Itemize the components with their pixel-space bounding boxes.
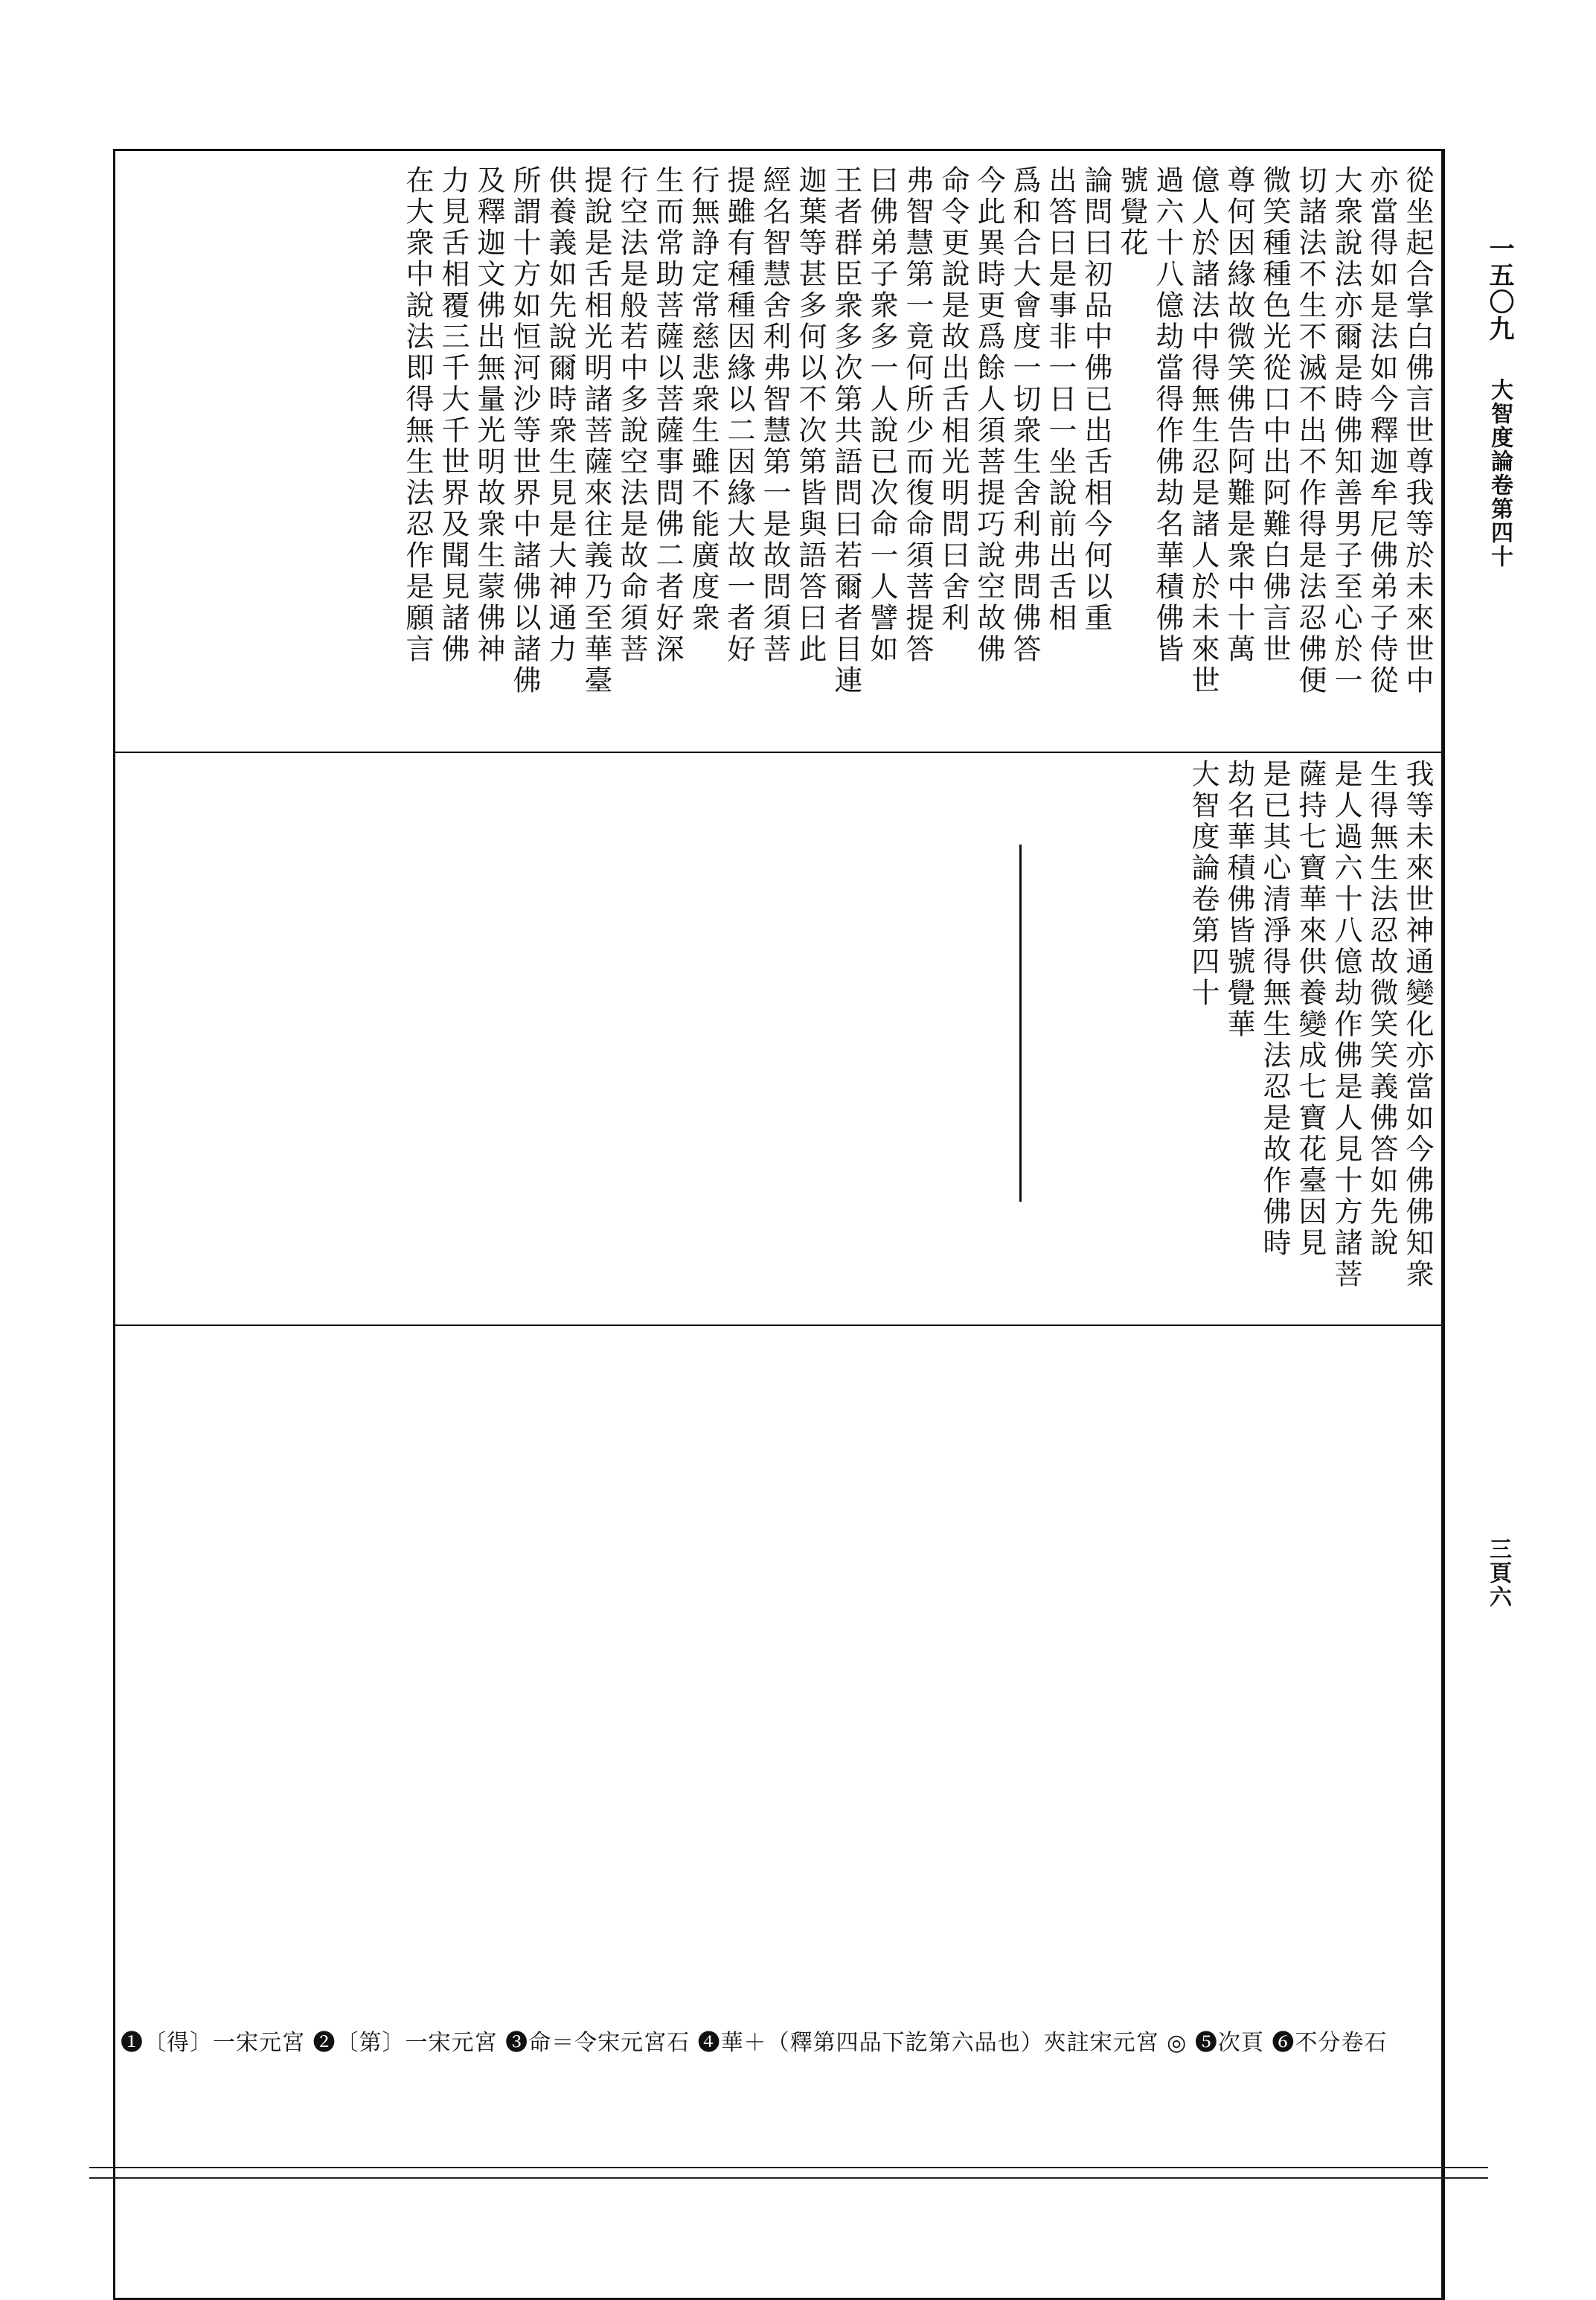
text-column: 我等未來世神通變化亦當如今佛佛知衆 bbox=[1401, 759, 1434, 1290]
text-column: 生得無生法忍故微笑笑義佛答如先說 bbox=[1365, 759, 1398, 1259]
text-column: 過六十八億劫當得作佛劫名華積佛皆 bbox=[1151, 165, 1184, 665]
text-column: 億人於諸法中得無生忍是諸人於未來世 bbox=[1187, 165, 1220, 696]
text-column: 切諸法不生不滅不出不作得是法忍佛便 bbox=[1294, 165, 1327, 696]
text-column: 命令更說是故出舌相光明問曰舍利 bbox=[937, 165, 970, 634]
footnotes: ❶〔得〕一宋元宮 ❷〔第〕一宋元宮 ❸命＝令宋元宮石 ❹華＋（釋第四品下訖第六品也）夾註宋元宮 ◎ ❺次頁 ❻不分卷石 bbox=[121, 2030, 1388, 2056]
text-column: 提說是舌相光明諸菩薩來往義乃至華臺 bbox=[580, 165, 612, 696]
text-column: 出答曰是事非一日一坐說前出舌相 bbox=[1044, 165, 1077, 634]
text-column: 經名智慧舍利弗智慧第一是故問須菩 bbox=[758, 165, 791, 665]
text-column: 王者群臣衆多次第共語問曰若爾者目連 bbox=[830, 165, 862, 696]
text-column: 從坐起合掌白佛言世尊我等於未來世中 bbox=[1401, 165, 1434, 696]
text-column: 是已其心清淨得無生法忍是故作佛時 bbox=[1258, 759, 1291, 1259]
text-column: 亦當得如是法如今釋迦牟尼佛弟子侍從 bbox=[1365, 165, 1398, 696]
text-column: 迦葉等甚多何以不次第皆與語答曰此 bbox=[794, 165, 827, 665]
page-number: 一五〇九 bbox=[1484, 235, 1514, 342]
text-column: 爲和合大會度一切衆生舍利弗問佛答 bbox=[1008, 165, 1041, 665]
text-column: 曰佛弟子衆多一人說已次命一人譬如 bbox=[865, 165, 898, 665]
text-column: 生而常助菩薩以菩薩事問佛二者好深 bbox=[651, 165, 684, 665]
fascicle-rule bbox=[1019, 845, 1022, 1202]
text-column: 行無諍定常慈悲衆生雖不能廣度衆 bbox=[687, 165, 720, 634]
side-mark: 三頁六 bbox=[1485, 1537, 1511, 1609]
bottom-rule-1 bbox=[89, 2167, 1488, 2168]
panel-divider-lower bbox=[113, 1324, 1443, 1326]
text-column: 微笑種種色光從口中出阿難白佛言世 bbox=[1258, 165, 1291, 665]
text-column: 今此異時更爲餘人須菩提巧說空故佛 bbox=[972, 165, 1005, 665]
text-column: 行空法是般若中多說空法是故命須菩 bbox=[615, 165, 648, 665]
text-column: 弗智慧第一竟何所少而復命須菩提答 bbox=[901, 165, 934, 665]
text-column: 薩持七寶華來供養變成七寶花臺因見 bbox=[1294, 759, 1327, 1259]
text-column: 號覺花 bbox=[1115, 165, 1148, 259]
text-column: 劫名華積佛皆號覺華 bbox=[1222, 759, 1255, 1040]
bottom-rule-2 bbox=[89, 2177, 1488, 2179]
text-column: 及釋迦文佛出無量光明故衆生蒙佛神 bbox=[472, 165, 505, 665]
text-column: 提雖有種種因緣以二因緣大故一者好 bbox=[722, 165, 755, 665]
text-column: 論問曰初品中佛已出舌相今何以重 bbox=[1080, 165, 1112, 634]
running-title: 大智度論卷第四十 bbox=[1487, 378, 1513, 568]
text-column: 在大衆中說法即得無生法忍作是願言 bbox=[401, 165, 434, 665]
text-column: 所謂十方如恒河沙等世界中諸佛以諸佛 bbox=[508, 165, 541, 696]
text-column: 尊何因緣故微笑佛告阿難是衆中十萬 bbox=[1222, 165, 1255, 665]
text-column: 大衆說法亦爾是時佛知善男子至心於一 bbox=[1330, 165, 1362, 696]
margin-divider bbox=[1443, 149, 1445, 2300]
text-column: 供養義如先說爾時衆生見是大神通力 bbox=[544, 165, 577, 665]
text-column: 是人過六十八億劫作佛是人見十方諸菩 bbox=[1330, 759, 1362, 1290]
panel-divider-upper bbox=[113, 752, 1443, 753]
fascicle-end-title: 大智度論卷第四十 bbox=[1187, 759, 1220, 1009]
text-column: 力見舌相覆三千大千世界及聞見諸佛 bbox=[437, 165, 469, 665]
